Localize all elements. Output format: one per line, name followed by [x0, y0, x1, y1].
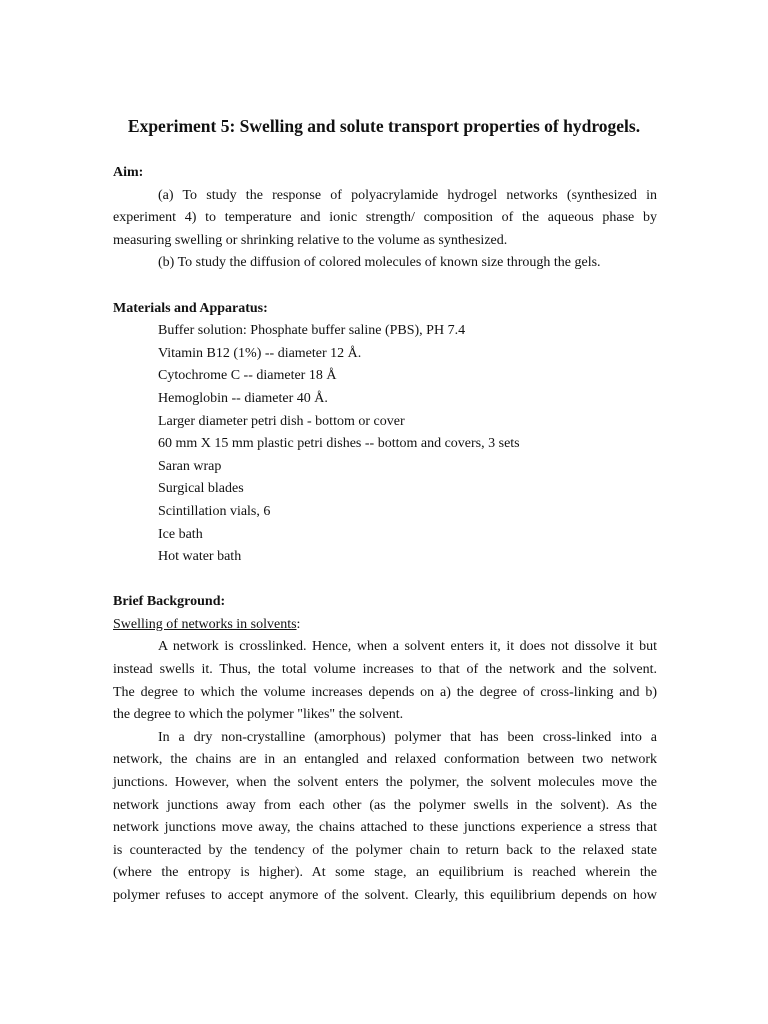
aim-a-line-2: experiment 4) to temperature and ionic strength/ composition of the aqueous phase by: [113, 210, 657, 226]
aim-a-line-1: (a) To study the response of polyacrylamide hydrogel networks (synthesized in: [158, 187, 657, 203]
para2-line: junctions. However, when the solvent enters the polymer, the solvent molecules move the: [113, 775, 657, 791]
material-item: Vitamin B12 (1%) -- diameter 12 Å.: [158, 345, 362, 361]
material-item: Hot water bath: [158, 549, 242, 565]
para1-line: instead swells it. Thus, the total volume increases to that of the network and the solvent.: [113, 662, 657, 678]
aim-heading: Aim:: [113, 165, 144, 180]
material-item: 60 mm X 15 mm plastic petri dishes -- bottom and covers, 3 sets: [158, 436, 520, 452]
document-body: [113, 162, 657, 908]
para2-line: (where the entropy is higher). At some stage, an equilibrium is reached wherein the: [113, 865, 657, 881]
spacer: [113, 569, 657, 592]
para2-line: polymer refuses to accept anymore of the solvent. Clearly, this equilibrium depends on how: [113, 888, 657, 903]
aim-a-line-3: measuring swelling or shrinking relative to the volume as synthesized.: [113, 232, 508, 248]
materials-heading: Materials and Apparatus:: [113, 300, 268, 316]
material-item: Hemoglobin -- diameter 40 Å.: [158, 390, 328, 406]
para1-line: The degree to which the volume increases depends on a) the degree of cross-linking and b): [113, 684, 657, 700]
para1-line: A network is crosslinked. Hence, when a solvent enters it, it does not dissolve it but: [158, 639, 657, 655]
material-item: Ice bath: [158, 526, 203, 542]
subheading-colon: :: [296, 616, 301, 632]
subheading-text: Swelling of networks in solvents: [113, 616, 297, 632]
para1-line: the degree to which the polymer "likes" the solvent.: [113, 707, 404, 723]
para2-line: In a dry non-crystalline (amorphous) polymer that has been cross-linked into a: [158, 729, 657, 745]
material-item: Surgical blades: [158, 481, 244, 497]
material-item: Saran wrap: [158, 458, 222, 474]
page-title: Experiment 5: Swelling and solute transport properties of hydrogels.: [127, 116, 641, 136]
para2-line: network junctions away from each other (as the polymer swells in the solvent). As the: [113, 797, 657, 813]
para2-line: is counteracted by the tendency of the polymer chain to return back to the relaxed state: [113, 842, 657, 858]
background-subheading: [113, 614, 657, 637]
para2-line: network junctions move away, the chains attached to these junctions experience a stress that: [113, 820, 657, 836]
aim-b-line: (b) To study the diffusion of colored molecules of known size through the gels.: [158, 255, 601, 271]
spacer: [113, 275, 657, 298]
material-item: Scintillation vials, 6: [158, 503, 271, 519]
para2-line: network, the chains are in an entangled and relaxed conformation between two network: [113, 752, 657, 768]
material-item: Larger diameter petri dish - bottom or cover: [158, 413, 405, 429]
background-heading: Brief Background:: [113, 594, 226, 610]
material-item: Buffer solution: Phosphate buffer saline (PBS), PH 7.4: [158, 323, 466, 339]
material-item: Cytochrome C -- diameter 18 Å: [158, 368, 337, 384]
